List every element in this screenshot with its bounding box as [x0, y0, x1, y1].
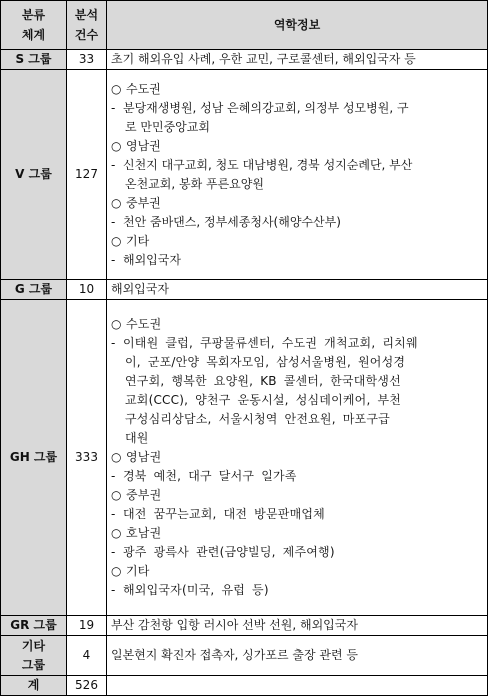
header-count — [67, 1, 107, 50]
region-item — [111, 486, 483, 505]
table-row-s — [1, 50, 488, 70]
group-cell-v: V 그룹 — [1, 70, 67, 280]
circle-bullet-icon: ○ — [111, 488, 122, 502]
region-label: 수도권 — [126, 317, 162, 331]
table-row-gh — [1, 300, 488, 616]
detail-text: 천안 줌바댄스, 정부세종청사(해양수산부) — [123, 214, 341, 229]
dash-bullet: - — [111, 214, 116, 229]
count-cell-v: 127 — [67, 70, 107, 280]
region-label: 중부권 — [126, 488, 162, 502]
circle-bullet-icon: ○ — [111, 81, 122, 96]
count-cell-gh: 333 — [67, 300, 107, 616]
region-item — [111, 80, 483, 99]
region-label: 기타 — [126, 564, 150, 578]
dash-bullet: - — [111, 100, 116, 115]
detail-item — [111, 251, 483, 270]
region-item — [111, 232, 483, 251]
info-cell-etc: 일본현지 확진자 접촉자, 싱가포르 출장 관련 등 — [107, 636, 488, 676]
dash-bullet: - — [111, 252, 116, 267]
region-item — [111, 448, 483, 467]
info-cell-s: 초기 해외유입 사례, 우한 교민, 구로콜센터, 해외입국자 등 — [107, 50, 488, 70]
dash-bullet: - — [111, 157, 116, 172]
group-cell-gh: GH 그룹 — [1, 300, 67, 616]
group-cell-gr: GR 그룹 — [1, 616, 67, 636]
info-cell-g: 해외입국자 — [107, 280, 488, 300]
table-row-gr — [1, 616, 488, 636]
count-cell-g: 10 — [67, 280, 107, 300]
count-cell-total: 526 — [67, 676, 107, 696]
dash-bullet: - — [111, 583, 116, 597]
detail-text: 연구회, 행복한 요양원, KB 콜센터, 한국대학생선 — [125, 374, 401, 388]
count-cell-etc: 4 — [67, 636, 107, 676]
group-cell-s: S 그룹 — [1, 50, 67, 70]
detail-text: 이, 군포/안양 목회자모임, 삼성서울병원, 원어성경 — [125, 355, 406, 369]
detail-text: 대전 꿈꾸는교회, 대전 방문판매업체 — [123, 507, 325, 521]
detail-text: 광주 광륵사 관련(금양빌딩, 제주여행) — [123, 545, 335, 559]
detail-item — [111, 467, 483, 486]
region-label: 호남권 — [126, 526, 162, 540]
detail-item — [111, 505, 483, 524]
circle-bullet-icon: ○ — [111, 233, 122, 248]
info-cell-gh — [107, 300, 488, 616]
detail-item — [111, 581, 483, 600]
header-count-line2: 건수 — [74, 28, 99, 42]
detail-item — [111, 156, 483, 194]
table-header — [1, 1, 488, 50]
circle-bullet-icon: ○ — [111, 564, 122, 578]
detail-text: 로 만민중앙교회 — [125, 119, 210, 134]
dash-bullet: - — [111, 507, 116, 521]
region-label: 영남권 — [126, 138, 161, 153]
circle-bullet-icon: ○ — [111, 450, 122, 464]
region-label: 기타 — [126, 233, 150, 248]
region-item — [111, 562, 483, 581]
group-cell-etc — [1, 636, 67, 676]
detail-item — [111, 334, 483, 448]
group-cell-total: 계 — [1, 676, 67, 696]
circle-bullet-icon: ○ — [111, 317, 122, 331]
info-cell-gr: 부산 감천항 입항 러시아 선박 선원, 해외입국자 — [107, 616, 488, 636]
table-row-total — [1, 676, 488, 696]
detail-item — [111, 543, 483, 562]
header-group — [1, 1, 67, 50]
detail-text: 신천지 대구교회, 청도 대남병원, 경북 성지순례단, 부산 — [123, 157, 413, 172]
circle-bullet-icon: ○ — [111, 195, 122, 210]
table-row-v — [1, 70, 488, 280]
detail-text: 교회(CCC), 양천구 운동시설, 성심데이케어, 부천 — [125, 393, 402, 407]
circle-bullet-icon: ○ — [111, 138, 122, 153]
dash-bullet: - — [111, 469, 116, 483]
circle-bullet-icon: ○ — [111, 526, 122, 540]
detail-item — [111, 213, 483, 232]
header-group-line1: 분류 — [21, 8, 46, 22]
header-info: 역학정보 — [107, 1, 488, 50]
detail-text: 해외입국자(미국, 유럽 등) — [123, 583, 269, 597]
table-body — [1, 50, 488, 696]
detail-text: 분당재생병원, 성남 은혜의강교회, 의정부 성모병원, 구 — [123, 100, 409, 115]
region-label: 수도권 — [126, 81, 161, 96]
info-cell-v — [107, 70, 488, 280]
header-count-line1: 분석 — [74, 8, 99, 22]
detail-item — [111, 99, 483, 137]
region-item — [111, 524, 483, 543]
region-item — [111, 315, 483, 334]
region-item — [111, 194, 483, 213]
table-row-etc — [1, 636, 488, 676]
group-etc-line1: 기타 — [21, 638, 46, 653]
detail-text: 대원 — [125, 431, 149, 445]
region-label: 영남권 — [126, 450, 162, 464]
header-row — [1, 1, 488, 50]
detail-text: 온천교회, 봉화 푸른요양원 — [125, 176, 264, 191]
count-cell-gr: 19 — [67, 616, 107, 636]
detail-text: 해외입국자 — [123, 252, 181, 267]
count-cell-s: 33 — [67, 50, 107, 70]
info-cell-total — [107, 676, 488, 696]
detail-text: 경북 예천, 대구 달서구 일가족 — [123, 469, 297, 483]
detail-text: 구성심리상담소, 서울시청역 안전요원, 마포구급 — [125, 412, 390, 426]
group-cell-g: G 그룹 — [1, 280, 67, 300]
region-item — [111, 137, 483, 156]
table-row-g — [1, 280, 488, 300]
header-group-line2: 체계 — [21, 28, 46, 42]
region-label: 중부권 — [126, 195, 161, 210]
detail-text: 이태원 클럽, 쿠팡물류센터, 수도권 개척교회, 리치웨 — [123, 336, 418, 350]
dash-bullet: - — [111, 545, 116, 559]
dash-bullet: - — [111, 336, 116, 350]
group-etc-line2: 그룹 — [21, 657, 46, 672]
